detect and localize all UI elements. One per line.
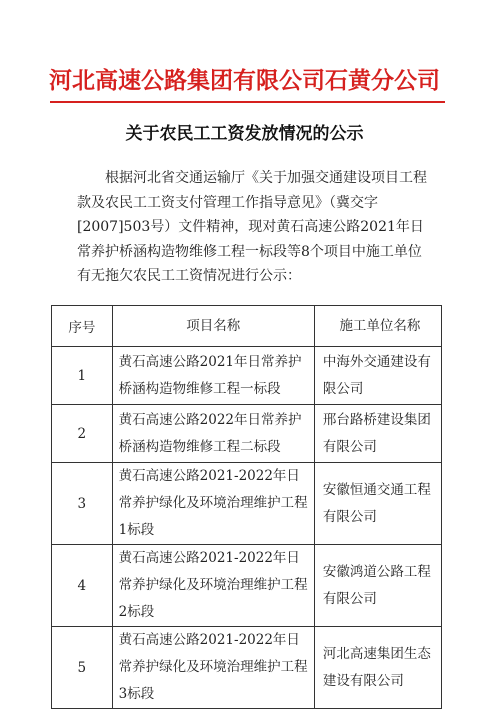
row-project-name: 黄石高速公路2022年日常养护桥涵构造物维修工程二标段 — [112, 405, 314, 463]
row-number: 4 — [52, 545, 113, 627]
header-project-name: 项目名称 — [112, 306, 314, 347]
header-contractor: 施工单位名称 — [314, 306, 441, 347]
row-project-name: 黄石高速公路2021-2022年日常养护绿化及环境治理维护工程1标段 — [112, 463, 314, 545]
table-header-row — [52, 306, 442, 347]
row-project-name: 黄石高速公路2021-2022年日常养护绿化及环境治理维护工程3标段 — [112, 627, 314, 709]
table-row — [52, 347, 442, 405]
row-number: 1 — [52, 347, 113, 405]
table-row — [52, 627, 442, 709]
row-project-name: 黄石高速公路2021-2022年日常养护绿化及环境治理维护工程2标段 — [112, 545, 314, 627]
row-contractor: 安徽鸿道公路工程有限公司 — [314, 545, 441, 627]
row-contractor: 安徽恒通交通工程有限公司 — [314, 463, 441, 545]
header-divider — [50, 101, 445, 103]
table-row — [52, 405, 442, 463]
row-contractor: 邢台路桥建设集团有限公司 — [314, 405, 441, 463]
document-body — [77, 166, 435, 289]
row-number: 2 — [52, 405, 113, 463]
document-title: 关于农民工工资发放情况的公示 — [125, 124, 364, 144]
row-number: 5 — [52, 627, 113, 709]
row-number: 3 — [52, 463, 113, 545]
projects-table — [51, 305, 442, 709]
intro-paragraph: 根据河北省交通运输厅《关于加强交通建设项目工程款及农民工工资支付管理工作指导意见》（冀交字[2007]503号）文件精神，现对黄石高速公路2021年日常养护桥涵构造物维修工程一标段等8个项目中施工单位有无拖欠农民工工资情况进行公示： — [77, 170, 427, 284]
company-header: 河北高速公路集团有限公司石黄分公司 — [49, 68, 440, 94]
row-project-name: 黄石高速公路2021年日常养护桥涵构造物维修工程一标段 — [112, 347, 314, 405]
table-row — [52, 463, 442, 545]
header-number: 序号 — [52, 306, 113, 347]
row-contractor: 中海外交通建设有限公司 — [314, 347, 441, 405]
table-row — [52, 545, 442, 627]
row-contractor: 河北高速集团生态建设有限公司 — [314, 627, 441, 709]
